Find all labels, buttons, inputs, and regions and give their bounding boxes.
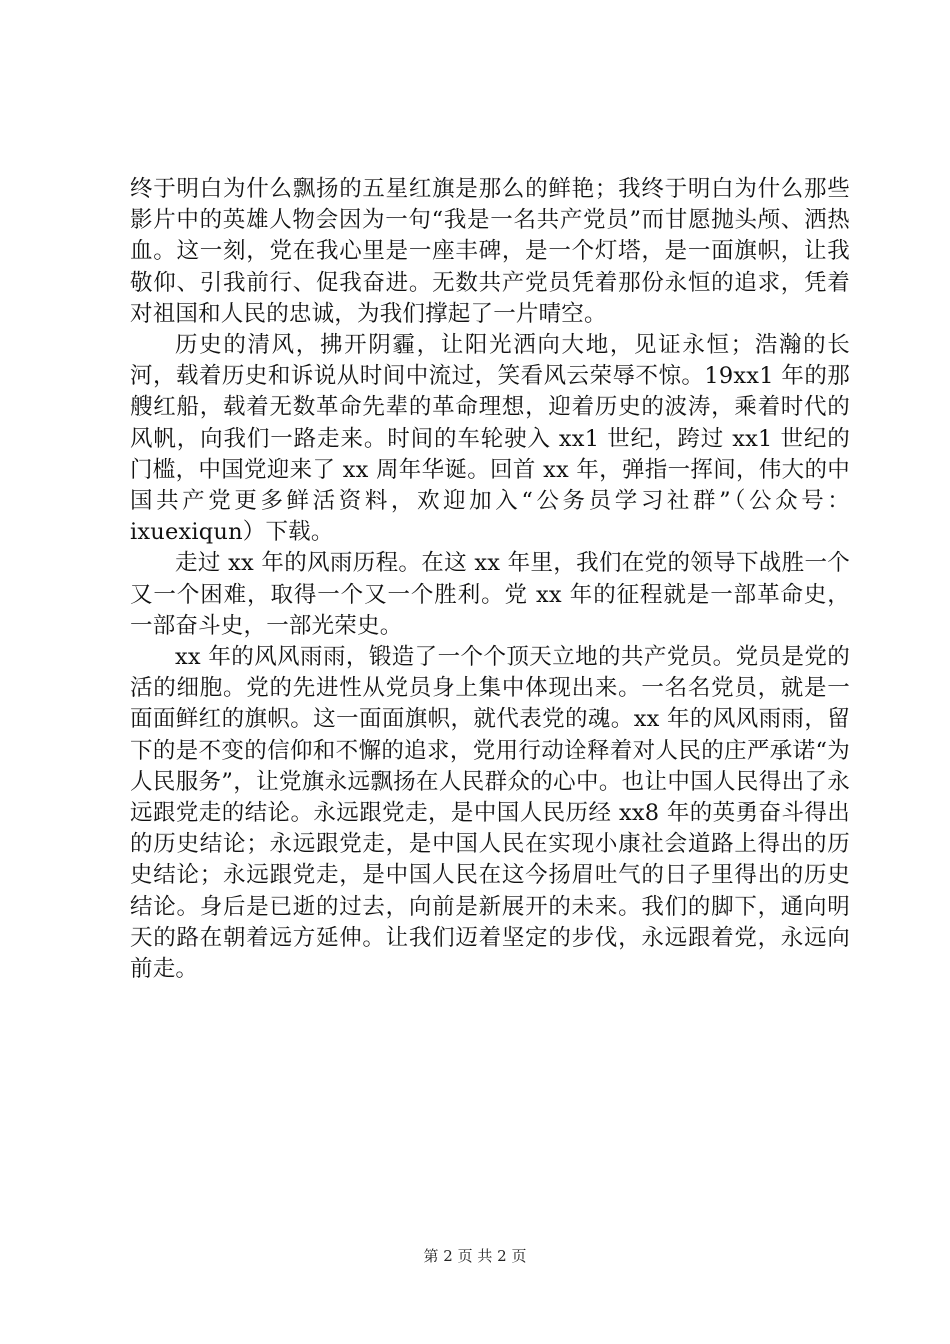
page-footer: 第 2 页 共 2 页: [423, 1247, 527, 1265]
document-body: [130, 174, 850, 985]
paragraph-1: 终于明白为什么飘扬的五星红旗是那么的鲜艳；我终于明白为什么那些影片中的英雄人物会因为一句“我是一名共产党员”而甘愿抛头颅、洒热血。这一刻，党在我心里是一座丰碑，是一个灯塔，是一面旗帜，让我敬仰、引我前行、促我奋进。无数共产党员凭着那份永恒的追求，凭着对祖国和人民的忠诚，为我们撑起了一片晴空。: [130, 176, 850, 327]
paragraph-4: xx 年的风风雨雨，锻造了一个个顶天立地的共产党员。党员是党的活的细胞。党的先进性从党员身上集中体现出来。一名名党员，就是一面面鲜红的旗帜。这一面面旗帜，就代表党的魂。xx 年的风风雨雨，留下的是不变的信仰和不懈的追求，党用行动诠释着对人民的庄严承诺“为人民服务”，让党旗永远飘扬在人民群众的心中。也让中国人民得出了永远跟党走的结论。永远跟党走，是中国人民历经 xx8 年的英勇奋斗得出的历史结论；永远跟党走，是中国人民在实现小康社会道路上得出的历史结论；永远跟党走，是中国人民在这今扬眉吐气的日子里得出的历史结论。身后是已逝的过去，向前是新展开的未来。我们的脚下，通向明天的路在朝着远方延伸。让我们迈着坚定的步伐，永远跟着党，永远向前走。: [130, 644, 850, 983]
paragraph-3: 走过 xx 年的风雨历程。在这 xx 年里，我们在党的领导下战胜一个又一个困难，取得一个又一个胜利。党 xx 年的征程就是一部革命史，一部奋斗史，一部光荣史。: [130, 550, 850, 639]
paragraph-2: 历史的清风，拂开阴霾，让阳光洒向大地，见证永恒；浩瀚的长河，载着历史和诉说从时间中流过，笑看风云荣辱不惊。19xx1 年的那艘红船，载着无数革命先辈的革命理想，迎着历史的波涛，乘着时代的风帆，向我们一路走来。时间的车轮驶入 xx1 世纪，跨过 xx1 世纪的门槛，中国党迎来了 xx 周年华诞。回首 xx 年，弹指一挥间，伟大的中国共产党更多鲜活资料，欢迎加入“公务员学习社群”（公众号：ixuexiqun）下载。: [130, 332, 850, 546]
